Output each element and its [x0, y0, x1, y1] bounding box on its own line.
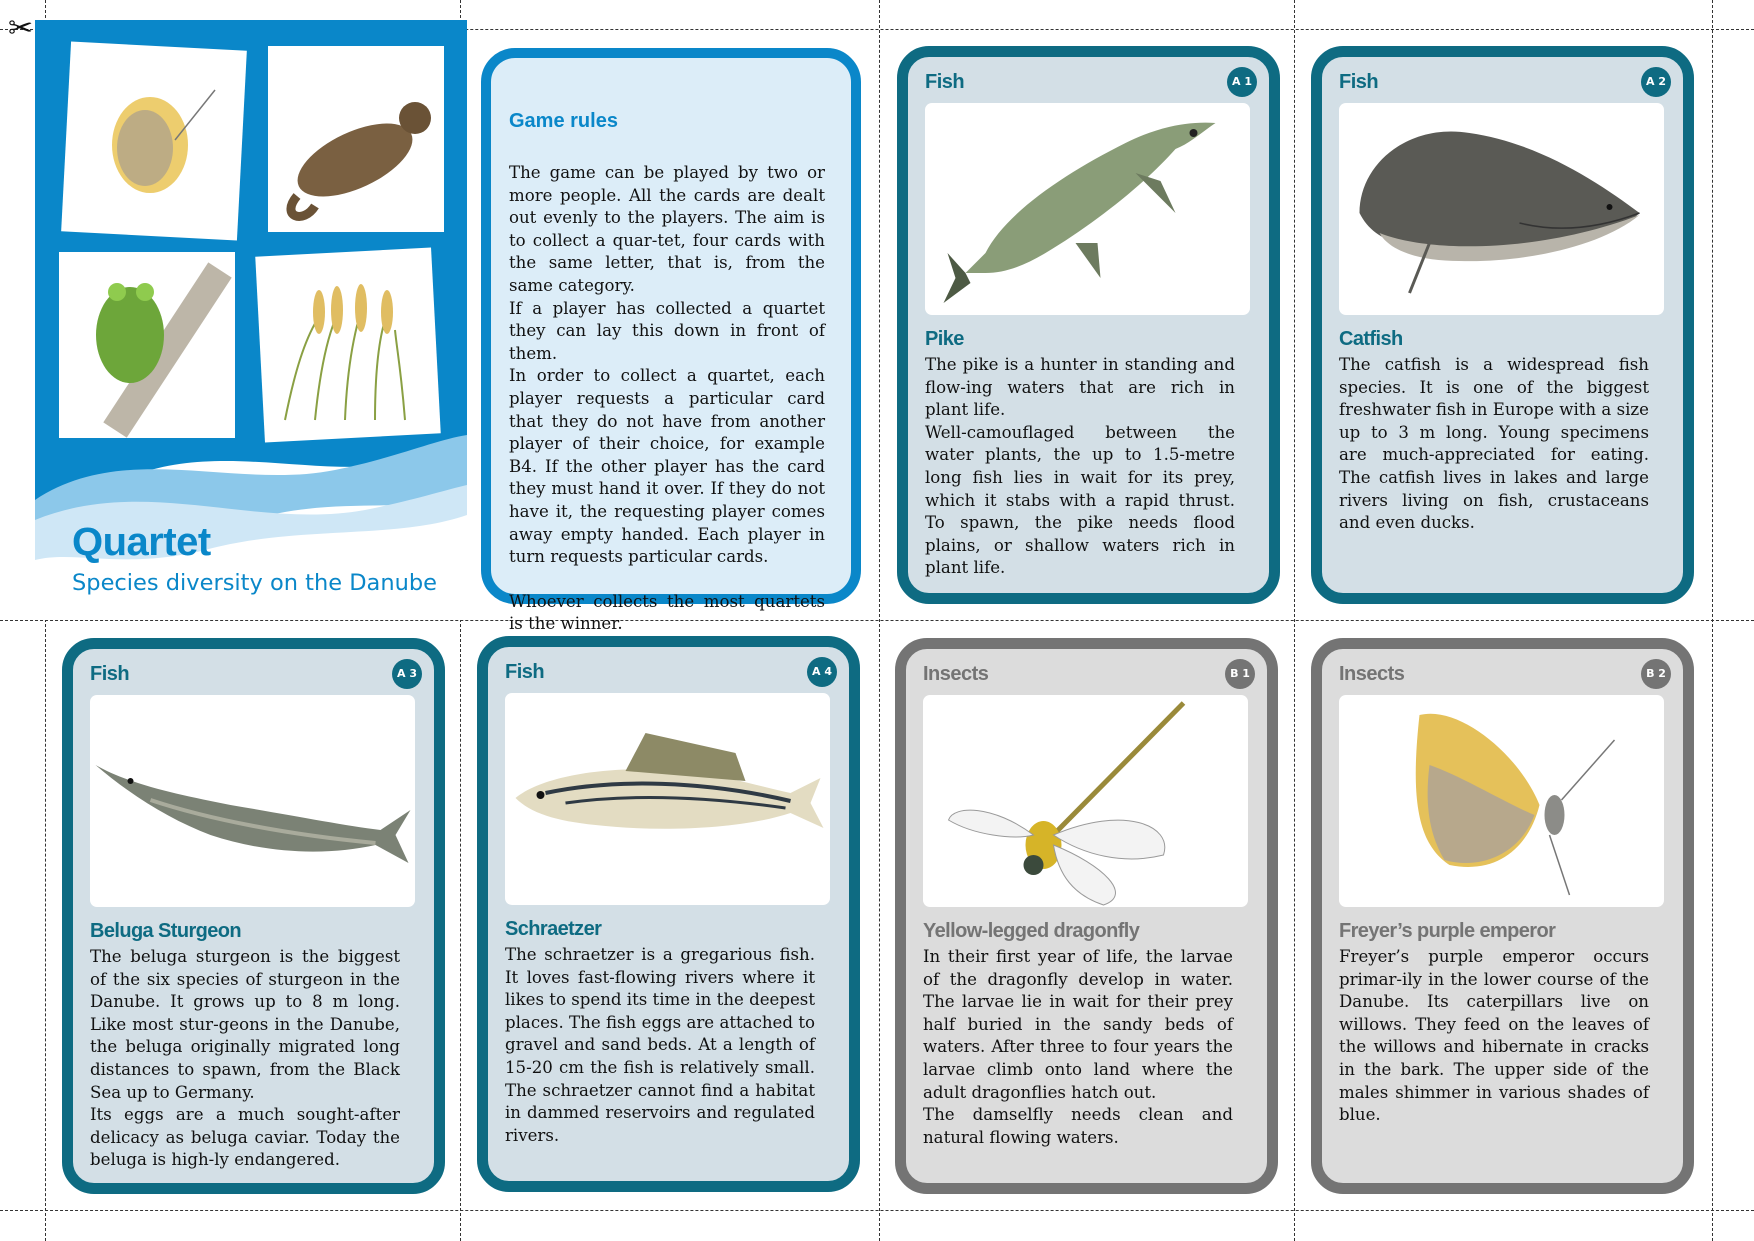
- scissors-icon: ✂: [8, 11, 34, 46]
- pike-illustration: [925, 103, 1250, 315]
- card-code-badge: B 1: [1225, 659, 1255, 689]
- card-code-badge: A 4: [807, 657, 837, 687]
- card-description: [90, 946, 400, 1172]
- sturgeon-illustration: [90, 695, 415, 907]
- card-paragraph: The schraetzer is a gregarious fish. It loves fast-flowing rivers where it likes to spend its time in the deepest places. The fish eggs are attached to gravel and sand beds. At a length of 15-20 cm the fish is relatively small. The schraetzer cannot find a habitat in dammed reservoirs and regulated rivers.: [505, 945, 815, 1145]
- card-description: [925, 354, 1235, 580]
- card-b2: [1311, 638, 1694, 1194]
- card-a1: [897, 46, 1280, 604]
- card-category: Insects: [923, 663, 989, 685]
- cut-line-bottom: [0, 1210, 1754, 1211]
- card-code-badge: B 2: [1641, 659, 1671, 689]
- reed-photo: [255, 248, 440, 443]
- rules-paragraph: If a player has collected a quartet they can lay this down in front of them.: [509, 298, 825, 363]
- card-code-badge: A 2: [1641, 67, 1671, 97]
- card-a4: [477, 636, 860, 1192]
- catfish-illustration: [1339, 103, 1664, 315]
- card-paragraph: The catfish is a widespread fish species. It is one of the biggest freshwater fish in Europe with a size up to 3 m long. Young specimens are much-appreciated for eating. The catfish lives in lakes and large rivers living on fish, crustaceans and even ducks.: [1339, 355, 1649, 533]
- card-paragraph: Freyer’s purple emperor occurs primar-ily in the lower course of the Danube. Its caterpillars live on willows. They feed on the leaves of the willows and hibernate in cracks in the bark. The upper side of the males shimmer in various shades of blue.: [1339, 947, 1649, 1125]
- schraetzer-illustration: [505, 693, 830, 905]
- card-title: Schraetzer: [505, 918, 602, 940]
- cut-line-v5: [1712, 0, 1713, 1241]
- cut-line-middle: [0, 620, 1754, 621]
- rules-paragraph: Whoever collects the most quartets is the winner.: [509, 591, 825, 634]
- card-paragraph: Its eggs are a much sought-after delicacy as beluga caviar. Today the beluga is high-ly endangered.: [90, 1105, 400, 1170]
- card-title: Pike: [925, 328, 964, 350]
- dragonfly-illustration: [923, 695, 1248, 907]
- card-paragraph: In their first year of life, the larvae of the dragonfly develop in water. The larvae lie in wait for their prey half buried in the sandy beds of waters. After three to four years the larvae climb onto land where the adult dragonflies hatch out.: [923, 947, 1233, 1102]
- card-a3: [62, 638, 445, 1194]
- card-b1: [895, 638, 1278, 1194]
- rules-paragraph: The game can be played by two or more people. All the cards are dealt out evenly to the players. The aim is to collect a quar-tet, four cards with the same letter, that is, from the same category.: [509, 163, 825, 295]
- frog-photo: [59, 252, 235, 438]
- card-paragraph: The damselfly needs clean and natural flowing waters.: [923, 1105, 1233, 1147]
- cover-subtitle: Species diversity on the Danube: [72, 570, 437, 596]
- card-category: Fish: [925, 71, 965, 93]
- rules-paragraph: In order to collect a quartet, each player requests a particular card that they do not have from another player of their choice, for example B4. If the other player has the card they must hand it over. If they do not have it, the requesting player comes away empty handed. Each player in turn requests particular cards.: [509, 366, 825, 567]
- card-category: Fish: [1339, 71, 1379, 93]
- card-paragraph: The pike is a hunter in standing and flow-ing waters that are rich in plant life.: [925, 355, 1235, 420]
- card-category: Fish: [90, 663, 130, 685]
- butterfly-photo: [61, 42, 247, 241]
- card-category: Fish: [505, 661, 545, 683]
- card-title: Beluga Sturgeon: [90, 920, 242, 942]
- rules-card: [481, 48, 861, 634]
- card-description: [1339, 354, 1649, 535]
- card-category: Insects: [1339, 663, 1405, 685]
- cut-line-v4: [1294, 0, 1295, 1241]
- card-code-badge: A 3: [392, 659, 422, 689]
- card-description: [1339, 946, 1649, 1127]
- cut-line-v3: [879, 0, 880, 1241]
- card-code-badge: A 1: [1227, 67, 1257, 97]
- card-description: [923, 946, 1233, 1149]
- rules-title: Game rules: [509, 110, 618, 132]
- card-description: [505, 944, 815, 1147]
- otter-photo: [268, 46, 444, 232]
- card-title: Yellow-legged dragonfly: [923, 920, 1140, 942]
- card-paragraph: The beluga sturgeon is the biggest of the six species of sturgeon in the Danube. It grows up to 8 m long. Like most stur-geons in the Danube, the beluga originally migrated long distances to spawn, from the Black Sea up to Germany.: [90, 947, 400, 1102]
- butterfly-illustration: [1339, 695, 1664, 907]
- card-title: Freyer’s purple emperor: [1339, 920, 1556, 942]
- card-a2: [1311, 46, 1694, 604]
- card-title: Catfish: [1339, 328, 1403, 350]
- card-paragraph: Well-camouflaged between the water plants, the up to 1.5-metre long fish lies in wait for its prey, which it stabs with a rapid thrust. To spawn, the pike needs flood plains, or shallow waters rich in plant life.: [925, 422, 1235, 578]
- rules-body: [509, 162, 825, 636]
- cover-title: Quartet: [72, 520, 211, 564]
